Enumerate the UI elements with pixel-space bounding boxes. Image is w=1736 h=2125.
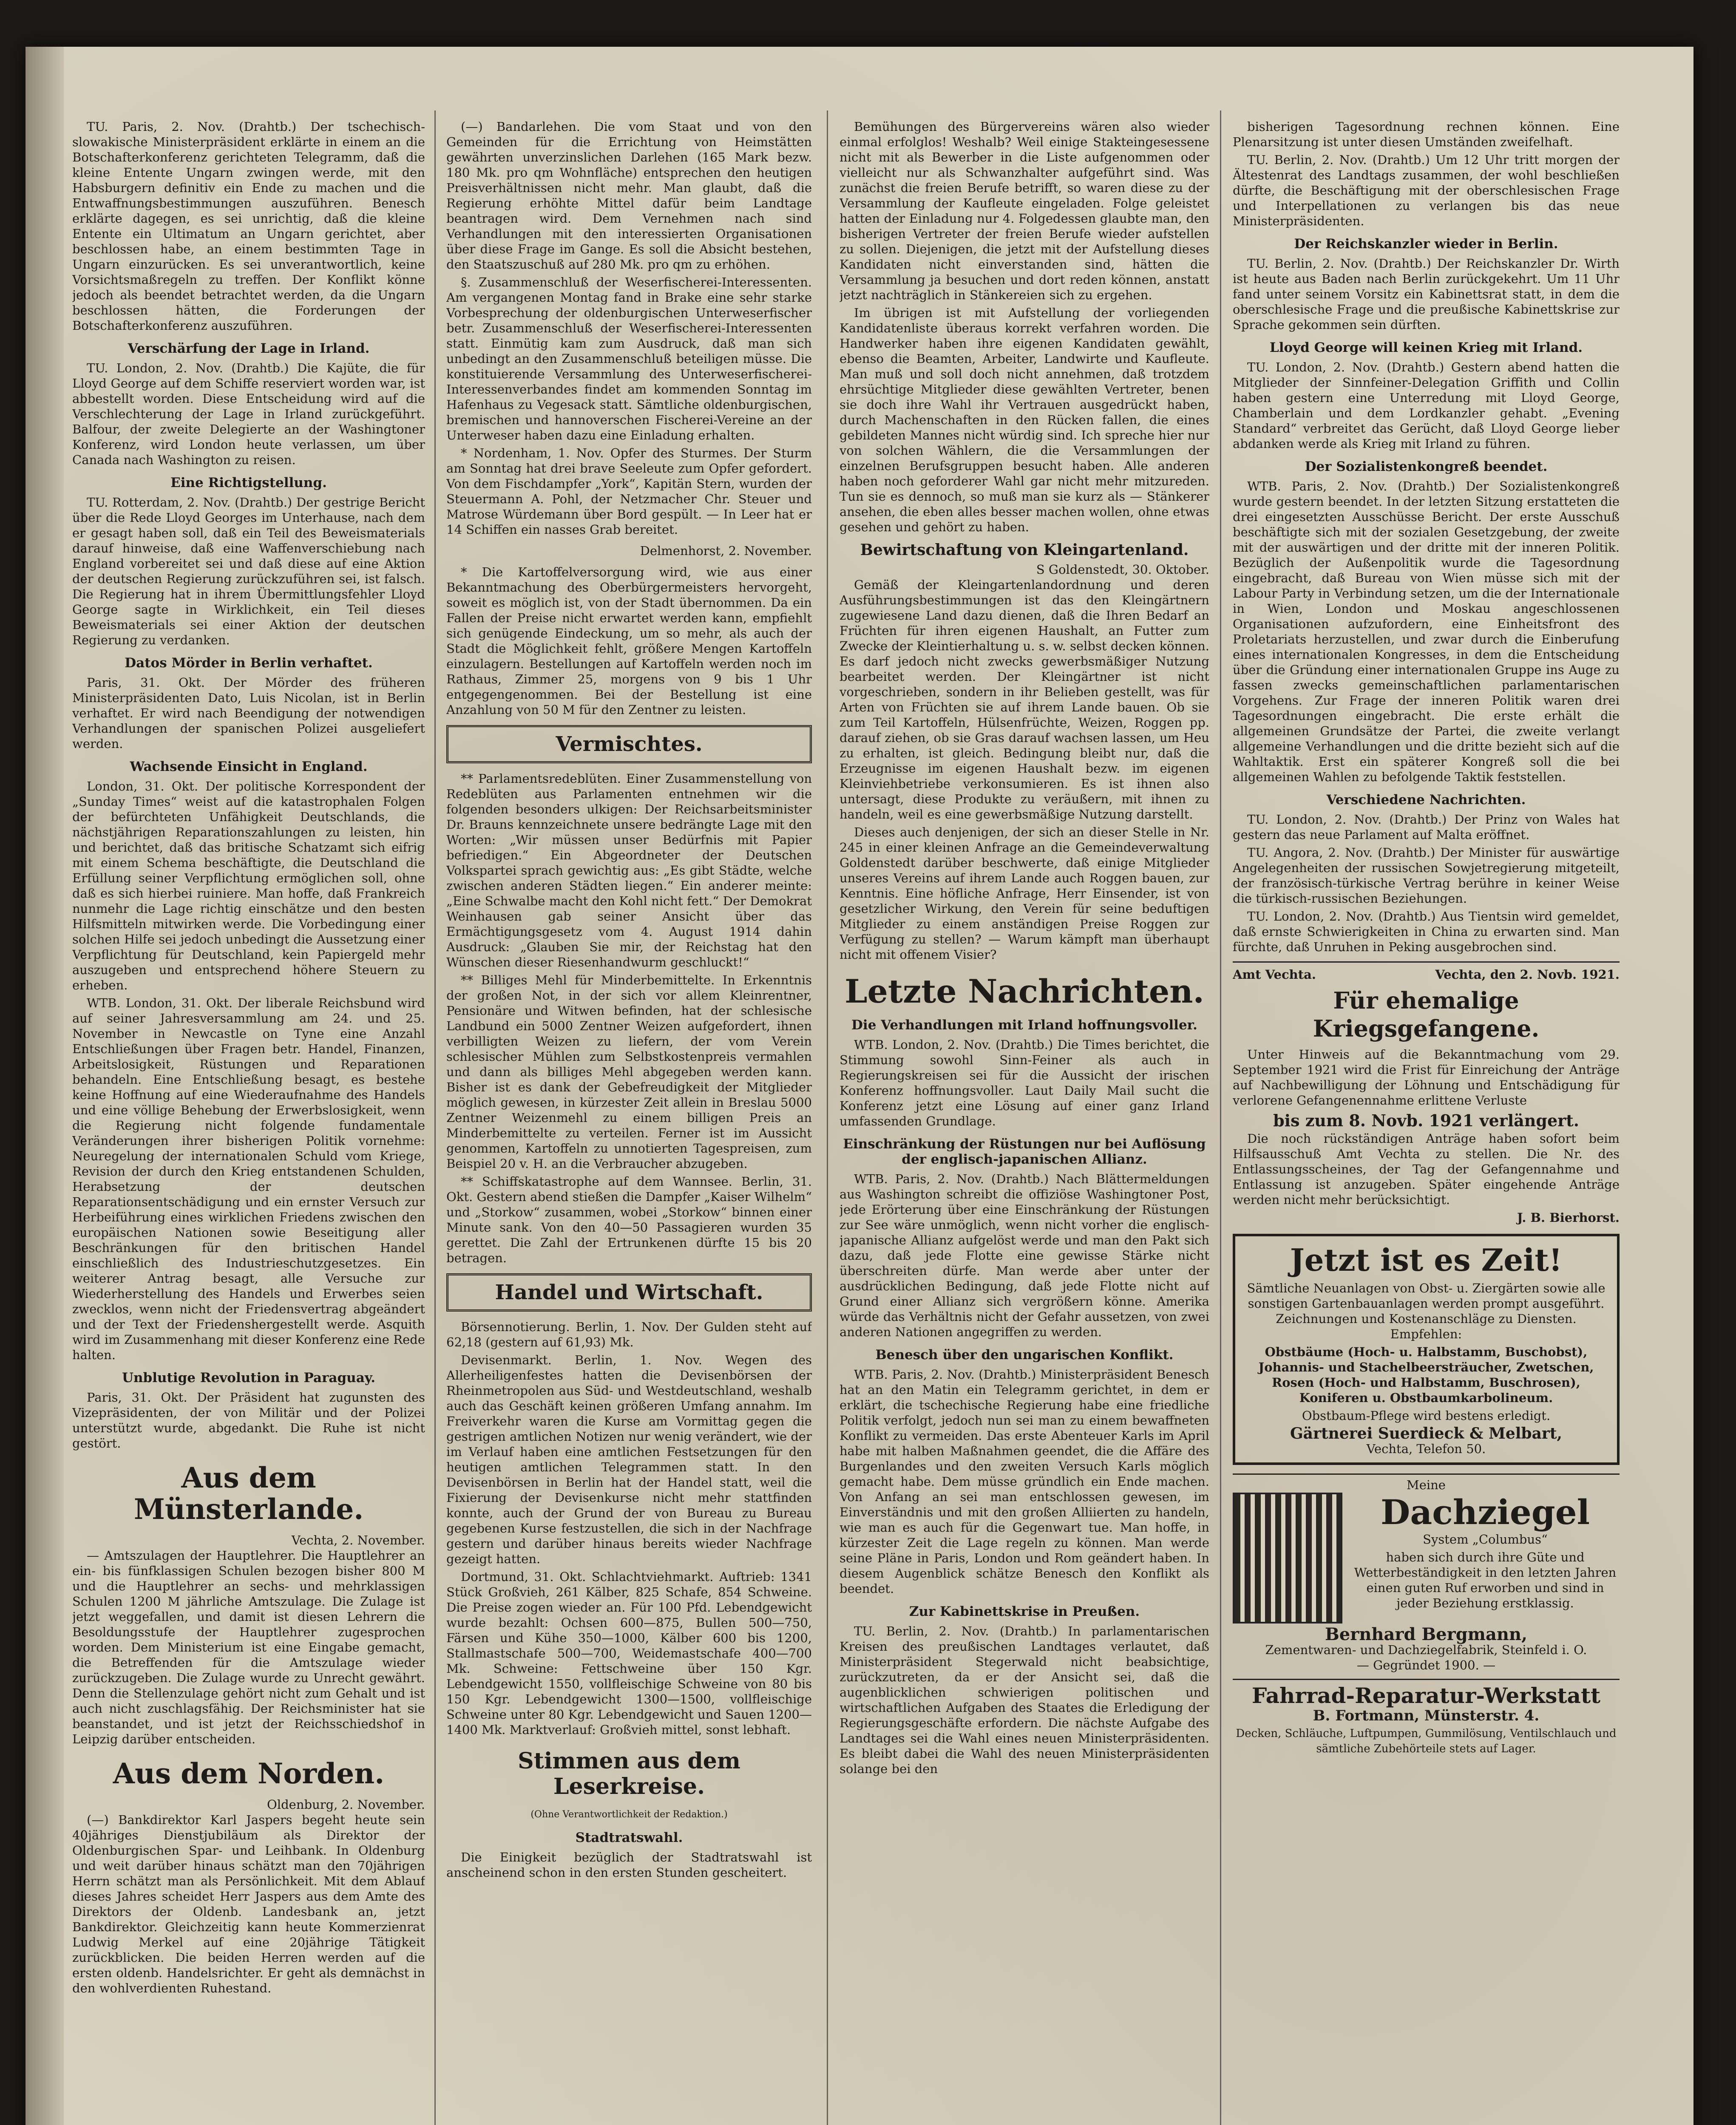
article-heading: Die Verhandlungen mit Irland hoffnungsvoller. [851,1017,1197,1033]
article-heading: Lloyd George will keinen Krieg mit Irland. [1269,340,1583,355]
section-title: Aus dem Norden. [113,1757,385,1790]
article-paragraph: ** Schiffskatastrophe auf dem Wannsee. Berlin, 31. Okt. Gestern abend stießen die Dampfer „Kaiser Wilhelm“ und „Storkow“ zusammen, wobei „Storkow“ binnen einer Minute sank. Von den 40—50 Passagieren wurden 35 gerettet. Die Zahl der Ertrunkenen dürfte 15 bis 20 betragen. [446,1174,812,1265]
article-paragraph: TU. Berlin, 2. Nov. (Drahtb.) Der Reichskanzler Dr. Wirth ist heute aus Baden nach Berlin zurückgekehrt. Um 11 Uhr fand unter seinem Vorsitz ein Kabinettsrat statt, in dem die oberschlesische Frage und die preußische Kabinettskrise zur Sprache gekommen sein dürften. [1233,256,1620,332]
article-heading: Bewirtschaftung von Kleingartenland. [860,541,1189,559]
page-fold-shadow [26,47,64,2125]
ad-garden [1233,1234,1620,1465]
article-paragraph: bisherigen Tagesordnung rechnen können. Eine Plenarsitzung ist unter diesen Umständen zweifelhaft. [1233,119,1620,149]
article-paragraph: WTB. Paris, 2. Nov. (Drahtb.) Der Sozialistenkongreß wurde gestern beendet. In der letzten Sitzung erstatteten die drei eingesetzten Ausschüsse Bericht. Der erste Ausschuß beschäftigte sich mit der sozialen Gesetzgebung, der zweite mit der auswärtigen und der dritte mit der inneren Politik. Bezüglich der Außenpolitik wurde die Tagesordnung eingebracht, daß Bureau von Wien müsse sich mit der Labour Party in Verbindung setzen, um die der Internationale in Wien, London und Moskau angeschlossenen Organisationen aufzufordern, eine Einheitsfront des Proletariats herzustellen, und zwar durch die Einberufung eines internationalen Kongresses, in dem die Entscheidung über die Gründung einer internationalen Gruppe ins Auge zu fassen zwecks gemeinschaftlichen parlamentarischen Vorgehens. Zur Frage der inneren Politik waren drei Tagesordnungen eingebracht. Die erste erhält die allgemeinen Grundsätze der Partei, die zweite verlangt allgemeine Verhandlungen und die dritte bezieht sich auf die Wahltaktik. Erst ein späterer Kongreß soll die bei allgemeinen Wahlen zu befolgende Taktik feststellen. [1233,479,1620,784]
article-paragraph: ** Billiges Mehl für Minderbemittelte. In Erkenntnis der großen Not, in der sich vor allem Kleinrentner, Pensionäre und Witwen befinden, hat der schlesische Landbund ein 5000 Zentner Weizen aufgefordert, ihnen verbilligten Weizen zu liefern, der vom Verein schlesischer Mühlen zum Selbstkostenpreis vermahlen und dann als billiges Mehl abgegeben werden kann. Bisher ist es dank der Gebefreudigkeit der Mitglieder möglich gewesen, in kürzester Zeit allein in Breslau 5000 Zentner Weizenmehl zu einem billigen Preis an Minderbemittelte zu verteilen. Ferner ist im Aussicht genommen, Kartoffeln zu unnotierten Tagespreisen, zum Beispiel 20 v. H. an die Verbraucher abzugeben. [446,973,812,1171]
ad-title: Dachziegel [1380,1492,1590,1532]
article-paragraph: TU. London, 2. Nov. (Drahtb.) Die Kajüte, die für Lloyd George auf dem Schiffe reserviert worden war, ist abbestellt worden. Diese Entscheidung wird auf die Verschlechterung der Lage in Irland zurückgeführt. Balfour, der zweite Delegierte an der Washingtoner Konferenz, wird London heute verlassen, um über Canada nach Washington zu reisen. [72,361,425,467]
ad-firm: Gärtnerei Suerdieck & Melbart, [1290,1425,1563,1442]
ad-lead: Meine [1407,1478,1446,1492]
article-paragraph: TU. Rotterdam, 2. Nov. (Drahtb.) Der gestrige Bericht über die Rede Lloyd Georges im Unterhause, nach dem er gesagt haben soll, daß ein Teil des Beweismaterials darauf hinweise, daß eine Waffenverschiebung nach England vorbereitet sei und daß diese auf eine Aktion der deutschen Regierung zurückzuführen sei, ist falsch. Die Regierung hat in ihrem Übermittlungsfehler Lloyd George sagte in Wirklichkeit, ein Teil dieses Beweismaterials sei einer Aktion der deutschen Regierung zu verdanken. [72,495,425,647]
notice-deadline: bis zum 8. Novb. 1921 verlängert. [1273,1111,1579,1130]
article-paragraph: Dieses auch denjenigen, der sich an dieser Stelle in Nr. 245 in einer kleinen Anfrage an die Gemeindeverwaltung Goldenstedt darüber beschwerte, daß einige Mitglieder unseres Vereins auf ihrem Lande auch Roggen bauen, zur Kenntnis. Eine höfliche Anfrage, Herr Einsender, ist von gesetzlicher Wirkung, den Verein für seine beduftigen Mitglieder zu einem anständigen Preise Roggen zur Verfügung zu stellen? — Warum kämpft man überhaupt nicht mit offenem Visier? [840,825,1209,962]
ad-body: Sämtliche Neuanlagen von Obst- u. Ziergärten sowie alle sonstigen Gartenbauanlagen werden prompt ausgeführt. Zeichnungen und Kostenanschläge zu Diensten. Empfehlen: [1247,1281,1606,1341]
article-paragraph: TU. London, 2. Nov. (Drahtb.) Gestern abend hatten die Mitglieder der Sinnfeiner-Delegation Griffith und Collin haben gestern eine Unterredung mit Lloyd George, Chamberlain und dem Lordkanzler gehabt. „Evening Standard“ verbreitet das Gerücht, daß Lloyd George lieber abdanken werde als Krieg mit Irland zu führen. [1233,360,1620,451]
article-paragraph: London, 31. Okt. Der politische Korrespondent der „Sunday Times“ weist auf die katastrophalen Folgen der befürchteten Unfähigkeit Deutschlands, die nächstjährigen Reparationszahlungen zu leisten, hin und berichtet, daß das britische Schatzamt sich eifrig mit einem Schema beschäftigte, die Deutschland die Erfüllung seiner Verpflichtung ermöglichen soll, ohne daß es sich hierbei ruiniere. Man hoffe, daß Frankreich nunmehr die Lage richtig einschätze und den besten Hilfsmitteln mitwirken werde. Die Vorbedingung einer solchen Hilfe sei jedoch unbedingt die Aussetzung einer Verpflichtung für Deutschland, kein Papiergeld mehr auszugeben und entsprechend höhere Steuern zu erheben. [72,779,425,992]
article-paragraph: Gemäß der Kleingartenlandordnung und deren Ausführungsbestimmungen ist das den Kleingärtnern zugewiesene Land dazu dienen, daß die Ihren Bedarf an Früchten für ihren eigenen Haushalt, an Futter zum Zwecke der Kleintierhaltung u. s. w. selbst decken können. Es darf jedoch nicht zwecks gewerbsmäßiger Nutzung bearbeitet werden. Der Kleingärtner ist nicht vorgeschrieben, sondern in ihr Belieben gestellt, was für Arten von Früchten sie auf ihrem Lande bauen. Ob sie zum Teil Kartoffeln, Hülsenfrüchte, Weizen, Roggen pp. darauf ziehen, ob sie Gras darauf wachsen lassen, um Heu zu erhalten, ist gleich. Bedingung bleibt nur, daß die Erzeugnisse im eigenen Haushalt bezw. im eigenen Kleinviehbetriebe verkonsumieren. Es ist ihnen also untersagt, diese Produkte zu veräußern, mit ihnen zu handeln, weil es eine gewerbsmäßige Nutzung darstellt. [840,578,1209,822]
ad-list: Obstbäume (Hoch- u. Halbstamm, Buschobst), Johannis- und Stachelbeersträucher, Zwetschen, Rosen (Hoch- und Halbstamm, Buschrosen), Koniferen u. Obstbaumkarbolineum. [1258,1345,1594,1405]
article-paragraph: WTB. London, 31. Okt. Der liberale Reichsbund wird auf seiner Jahresversammlung am 24. und 25. November in Newcastle on Tyne eine Anzahl Entschließungen über Fragen betr. Handel, Finanzen, Arbeitslosigkeit, Rüstungen und Reparationen behandeln. Eine Entschließung besagt, es bestehe keine Hoffnung auf eine Wiederaufnahme des Handels und eine völlige Behebung der Erwerbslosigkeit, wenn die Regierung nicht folgende fundamentale Veränderungen ihrer bisherigen Politik vornehme: Neuregelung der internationalen Schuld vom Kriege, Revision der durch den Krieg entstandenen Schulden, Herabsetzung der deutschen Reparationsentschädigung und ein ernster Versuch zur Herbeiführung eines wirklichen Friedens zwischen den europäischen Nationen sowie Beseitigung aller Beschränkungen für den britischen Handel einschließlich des Industrieschutzgesetzes. Ein weiterer Antrag besagt, alle Versuche zur Wiederherstellung des Handels und Erwerbes seien zwecklos, wenn nicht der Friedensvertrag abgeändert und der Text der Friedenshergestellt werde. Asquith wird im Zusammenhang mit dieser Konferenz eine Rede halten. [72,996,425,1362]
column-3 [840,119,1209,2125]
article-paragraph: Die Einigkeit bezüglich der Stadtratswahl ist anscheinend schon in den ersten Stunden gescheitert. [446,1850,812,1880]
article-paragraph: Bemühungen des Bürgervereins wären also wieder einmal erfolglos! Weshalb? Weil einige Stakteingesessene nicht mit als Bewerber in die Liste aufgenommen oder vielleicht nur als Schwanzhalter aufgeführt sind. Was zunächst die freien Berufe betrifft, so waren diese zu der Versammlung der Kaufleute eingeladen. Folge geleistet hatten der Einladung nur 4. Folgedessen glaubte man, den bisherigen Vertreter der freien Berufe wieder aufstellen zu sollen. Diejenigen, die jetzt mit der Aufstellung dieses Kandidaten nicht einverstanden sind, hätten die Versammlung ja besuchen und dort reden können, anstatt jetzt nachträglich in Stänkereien sich zu ergehen. [840,119,1209,302]
ad-body: Decken, Schläuche, Luftpumpen, Gummilösung, Ventilschlauch und sämtliche Zubehörteile stets auf Lager. [1236,1727,1617,1755]
dateline: S Goldenstedt, 30. Oktober. [1036,562,1209,577]
ad-rooftiles [1233,1473,1620,1673]
article-heading: Benesch über den ungarischen Konflikt. [875,1347,1174,1363]
section-subtitle: (Ohne Verantwortlichkeit der Redaktion.) [530,1809,728,1820]
notice-body: Die noch rückständigen Anträge haben sofort beim Hilfsausschuß Amt Vechta zu stellen. Die Nr. des Entlassungsscheines, der Tag der Gefangennahme und Entlassung ist anzugeben. Später eingehende Anträge werden nicht mehr berücksichtigt. [1233,1131,1620,1207]
article-paragraph: * Nordenham, 1. Nov. Opfer des Sturmes. Der Sturm am Sonntag hat drei brave Seeleute zum Opfer gefordert. Von dem Fischdampfer „York“, Kapitän Stern, wurden der Steuermann A. Pohl, der Netzmacher Chr. Steuer und Matrose Würdemann über Bord gespült. — In Leer hat er 14 Schiffen ein nasses Grab bereitet. [446,446,812,537]
ad-place: Zementwaren- und Dachziegelfabrik, Steinfeld i. O. [1265,1643,1587,1657]
article-paragraph: (—) Bankdirektor Karl Jaspers begeht heute sein 40jähriges Dienstjubiläum als Direktor der Oldenburgischen Spar- und Leihbank. In Oldenburg und weit darüber hinaus schätzt man den 70jährigen Herrn schätzt man als Persönlichkeit. Mit dem Ablauf dieses Jahres scheidet Herr Jaspers aus dem Amte des Direktors der Oldenb. Landesbank an, jetzt Bankdirektor. Gleichzeitig kann heute Kommerzienrat Ludwig Merkel auf eine 20jährige Tätigkeit zurückblicken. Die beiden Herren werden auf die ersten oldenb. Handelsrichter. Er geht als demnächst in den wohlverdienten Ruhestand. [72,1813,425,1995]
article-paragraph: Börsennotierung. Berlin, 1. Nov. Der Gulden steht auf 62,18 (gestern auf 61,93) Mk. [446,1320,812,1349]
column-rule [1220,110,1221,2125]
article-heading: Verschärfung der Lage in Irland. [128,341,370,356]
article-heading: Wachsende Einsicht in England. [130,759,368,774]
ad-care: Obstbaum-Pflege wird bestens erledigt. [1302,1408,1551,1423]
ad-title: Jetzt ist es Zeit! [1290,1242,1563,1278]
article-paragraph: WTB. Paris, 2. Nov. (Drahtb.) Nach Blättermeldungen aus Washington schreibt die offiziöse Washingtoner Post, jede Erörterung über eine Einschränkung der Rüstungen zur See wäre unmöglich, wenn nicht vorher die englisch-japanische Allianz aufgelöst werde und man den Pakt sich dazu, daß jede Flotte eine gewisse Stärke nicht überschreiten dürfe. Man werde aber unter der ausdrücklichen Bedingung, daß jede Flotte nicht auf Grund einer Allianz sich vergrößern könne. Amerika würde das Verhältnis nicht der Gefahr aussetzen, von zwei anderen Nationen angegriffen zu werden. [840,1172,1209,1339]
article-heading: Eine Richtigstellung. [170,475,327,490]
ad-founded: — Gegründet 1900. — [1356,1658,1496,1672]
article-paragraph: (—) Bandarlehen. Die vom Staat und von den Gemeinden für die Errichtung von Heimstätten gewährten unverzinslichen Darlehen (165 Mark bezw. 180 Mk. pro qm Wohnfläche) entsprechen den heutigen Preisverhältnissen nicht mehr. Man glaubt, daß die Regierung erhöhte Mittel dafür beim Landtage beantragen wird. Dem Vernehmen nach sind Verhandlungen mit den interessierten Organisationen über diese Frage im Gange. Es soll die Absicht bestehen, den Staatszuschuß auf 280 Mk. pro qm zu erhöhen. [446,119,812,272]
article-paragraph: WTB. London, 2. Nov. (Drahtb.) Die Times berichtet, die Stimmung sowohl Sinn-Feiner als auch in Regierungskreisen sei für die Aussicht der irischen Konferenz hoffnungsvoller. Laut Daily Mail sucht die Konferenz jetzt eine Lösung auf einer ganz Irland umfassenden Grundlage. [840,1037,1209,1128]
ad-bicycle [1233,1679,1620,1757]
column-1 [72,119,425,2125]
column-4 [1233,119,1620,2125]
notice-title: Für ehemalige Kriegsgefangene. [1313,987,1540,1042]
column-rule [827,110,828,2125]
article-paragraph: Dortmund, 31. Okt. Schlachtviehmarkt. Auftrieb: 1341 Stück Großvieh, 261 Kälber, 825 Schafe, 854 Schweine. Die Preise zogen wieder an. Für 100 Pfd. Lebendgewicht wurde bezahlt: Ochsen 600—875, Bullen 500—750, Färsen und Kühe 350—1000, Kälber 600 bis 1200, Stallmastschafe 500—700, Weidemastschafe 400—700 Mk. Schweine: Fettschweine über 150 Kgr. Lebendgewicht 1550, vollfleischige Schweine von 80 bis 150 Kgr. Lebendgewicht 1300—1500, vollfleischige Schweine unter 80 Kgr. Lebendgewicht und Sauen 1200—1400 Mk. Marktverlauf: Großvieh mittel, sonst lebhaft. [446,1570,812,1737]
ad-place: Vechta, Telefon 50. [1366,1442,1486,1456]
section-box: Vermischtes. [446,725,812,763]
section-title: Stimmen aus dem Leserkreise. [518,1748,740,1799]
article-paragraph: TU. Paris, 2. Nov. (Drahtb.) Der tschechisch-slowakische Ministerpräsident erklärte in einem an die Botschafterkonferenz gerichteten Telegramm, daß die kleine Entente Ungarn zwingen werde, mit den Habsburgern definitiv ein Ende zu machen und die Entwaffnungsbestimmungen auszuführen. Benesch erklärte dagegen, es sei unrichtig, daß die kleine Entente ein Ultimatum an Ungarn gerichtet, aber beschlossen habe, an einem bestimmten Tage in Ungarn einzurücken. Es sei unverantwortlich, keine Vorsichtsmaßregeln zu treffen. Der Konflikt könne jedoch als beendet betrachtet werden, da die Ungarn beschlossen hätten, die Forderungen der Botschafterkonferenz auszuführen. [72,119,425,333]
article-paragraph: * Die Kartoffelversorgung wird, wie aus einer Bekanntmachung des Oberbürgermeisters hervorgeht, soweit es möglich ist, von der Stadt übernommen. Da ein Fallen der Preise nicht erwartet werden kann, empfiehlt sich genügende Eindeckung, um so mehr, als auch der Stadt die Möglichkeit fehlt, größere Mengen Kartoffeln einzulagern. Bestellungen auf Kartoffeln werden noch im Rathaus, Zimmer 25, morgens von 9 bis 1 Uhr entgegengenommen. Bei der Bestellung ist eine Anzahlung von 50 M für den Zentner zu leisten. [446,565,812,717]
article-paragraph: Devisenmarkt. Berlin, 1. Nov. Wegen des Allerheiligenfestes hatten die Devisenbörsen der Rheinmetropolen aus Süd- und Westdeutschland, weshalb auch das Geschäft keinen größeren Umfang annahm. Im Freiverkehr waren die Kurse am Vormittag gegen die gestrigen amtlichen Notizen nur wenig verändert, wie der im Verlauf haben eine amtlichen Festsetzungen für den heutigen amtlichen Telegrammen statt. In den Devisenbörsen in Berlin hat der Handel statt, weil die Fixierung der Devisenkurse nicht mehr stattfinden konnte, auch der Grund der von Bureau zu Bureau gegebenen Kurse festzustellen, die sich in der Nachfrage gestern und darüber hinaus bereits wieder Nachfrage gezeigt hatten. [446,1353,812,1566]
ad-firm: Bernhard Bergmann, [1325,1624,1527,1644]
section-box: Handel und Wirtschaft. [446,1273,812,1312]
ad-title: Fahrrad-Reparatur-Werkstatt [1251,1683,1601,1708]
rooftile-illustration [1233,1493,1342,1624]
article-paragraph: TU. Angora, 2. Nov. (Drahtb.) Der Minister für auswärtige Angelegenheiten der russischen Sowjetregierung mitgeteilt, der französisch-türkische Vertrag berühre in keiner Weise die türkisch-russischen Beziehungen. [1233,845,1620,906]
article-paragraph: §. Zusammenschluß der Weserfischerei-Interessenten. Am vergangenen Montag fand in Brake eine sehr starke Vorbesprechung der oldenburgischen Unterweserfischer betr. Zusammenschluß der Weserfischerei-Interessenten statt. Einmütig kam zum Ausdruck, daß man sich unbedingt an den Zusammenschluß beteiligen müsse. Die konstituierende Versammlung des Unterweserfischerei-Interessenverbandes findet am kommenden Sonntag im Hafenhaus zu Vegesack statt. Sämtliche oldenburgischen, bremischen und hannoverschen Fischerei-Vereine an der Unterweser haben dazu eine Einladung erhalten. [446,275,812,442]
article-paragraph: TU. London, 2. Nov. (Drahtb.) Der Prinz von Wales hat gestern das neue Parlament auf Malta eröffnet. [1233,812,1620,842]
dateline: Oldenburg, 2. November. [267,1797,425,1812]
article-heading: Verschiedene Nachrichten. [1326,792,1526,808]
article-paragraph: TU. London, 2. Nov. (Drahtb.) Aus Tientsin wird gemeldet, daß ernste Schwierigkeiten in China zu erwarten sind. Man fürchte, daß Unruhen in Peking ausgebrochen sind. [1233,909,1620,954]
column-rule [434,110,436,2125]
section-title: Aus dem Münsterlande. [133,1461,364,1526]
article-heading: Unblutige Revolution in Paraguay. [122,1370,376,1386]
article-paragraph: Im übrigen ist mit Aufstellung der vorliegenden Kandidatenliste überaus korrekt verfahren worden. Die Handwerker haben ihre eigenen Kandidaten gewählt, ebenso die Beamten, Arbeiter, Landwirte und Kaufleute. Man muß und soll doch nicht annehmen, daß trotzdem ehrsüchtige Mitglieder diese gewählten Vertreter, benen sie doch ihre Wahl ihr Vertrauen ausgedrückt haben, durch Machenschaften in den Rücken fallen, die eines gebildeten Mannes nicht würdig sind. Ich spreche hier nur von solchen Wählern, die die Versammlungen der einzelnen Berufsgruppen besucht haben. Alle anderen haben noch geforderer Wahl gar nicht mehr mitzureden. Tun sie es dennoch, so muß man sie kurz als — Stänkerer ansehen, die eben alles besser machen wollen, ohne etwas gesehen und gehört zu haben. [840,306,1209,534]
article-paragraph: Paris, 31. Okt. Der Präsident hat zugunsten des Vizepräsidenten, der von Militär und der Polizei unterstützt wurde, abgedankt. Die Ruhe ist nicht gestört. [72,1390,425,1451]
article-heading: Der Reichskanzler wieder in Berlin. [1294,236,1558,252]
article-paragraph: Paris, 31. Okt. Der Mörder des früheren Ministerpräsidenten Dato, Luis Nicolan, ist in Berlin verhaftet. Er wird nach Beendigung der notwendigen Verhandlungen der spanischen Polizei ausgeliefert werden. [72,675,425,751]
newspaper-page [26,47,1693,2125]
dateline: Vechta, 2. November. [291,1533,425,1547]
notice-signature: J. B. Bierhorst. [1517,1210,1620,1225]
ad-body: haben sich durch ihre Güte und Wetterbeständigkeit in den letzten Jahren einen guten Ruf erworben und sind in jeder Beziehung erstklassig. [1354,1550,1617,1610]
article-heading: Der Sozialistenkongreß beendet. [1305,459,1548,474]
ad-owner: B. Fortmann, Münsterstr. 4. [1313,1707,1540,1724]
notice-body: Unter Hinweis auf die Bekanntmachung vom 29. September 1921 wird die Frist für Einreichung der Anträge auf Nachbewilligung der Löhnung und Entschädigung für verlorene Gefangenennahme erlittene Verluste [1233,1047,1620,1108]
official-notice [1233,961,1620,1225]
article-heading: Datos Mörder in Berlin verhaftet. [125,655,373,671]
section-title: Letzte Nachrichten. [845,972,1204,1010]
article-heading: Zur Kabinettskrise in Preußen. [909,1604,1140,1619]
article-paragraph: TU. Berlin, 2. Nov. (Drahtb.) Um 12 Uhr tritt morgen der Ältestenrat des Landtags zusammen, der wohl beschließen dürfte, die Beschäftigung mit der oberschlesischen Frage und Interpellationen zu verlangen bis das neue Ministerpräsidenten. [1233,153,1620,228]
article-paragraph: WTB. Paris, 2. Nov. (Drahtb.) Ministerpräsident Benesch hat an den Matin ein Telegramm gerichtet, in dem er erklärt, die tschechische Regierung habe eine friedliche Politik verfolgt, jedoch nun sei man zu einem bewaffneten Konflikt zu vermeiden. Das erste Abenteuer Karls im April habe mit halben Maßnahmen geendet, die die Affäre des Burgenlandes und den zweiten Versuch Karls möglich gemacht habe. Dem müsse gründlich ein Ende machen. Von Anfang an sei man entschlossen gewesen, im Einverständnis und mit den großen Alliierten zu handeln, wie man es auch für die Gegenwart tue. Man hoffe, in kürzester Zeit die Lage regeln zu können. Man werde seine Pläne in Paris, London und Rom geändert haben. In diesem Augenblick schätze Benesch den Konflikt als beendet. [840,1367,1209,1596]
ad-system: System „Columbus“ [1423,1532,1548,1547]
column-2 [446,119,812,2125]
notice-authority: Amt Vechta. [1233,967,1316,982]
notice-date: Vechta, den 2. Novb. 1921. [1435,967,1620,982]
article-paragraph: TU. Berlin, 2. Nov. (Drahtb.) In parlamentarischen Kreisen des preußischen Landtages verlautet, daß Ministerpräsident Stegerwald nicht beabsichtige, zurückzutreten, da er der Ansicht sei, daß die augenblicklichen schwierigen politischen und wirtschaftlichen Aufgaben des Staates die Erledigung der Regierungsgeschäfte erfordern. Die nächste Aufgabe des Landtages sei die Wahl eines neuen Ministerpräsidenten. Es bleibt dabei die Wahl des neuen Ministerpräsidenten solange bei den [840,1624,1209,1776]
article-paragraph: — Amtszulagen der Hauptlehrer. Die Hauptlehrer an ein- bis fünfklassigen Schulen bezogen bisher 800 M und die Hauptlehrer an sechs- und mehrklassigen Schulen 1200 M jährliche Amtszulage. Die Zulage ist jetzt weggefallen, und damit ist diesen Lehrern die Besoldungsstufe der Hauptlehrer zugesprochen worden. Dem Ministerium ist eine Eingabe gemacht, die Betreffenden für die Amtszulage wieder zurückzugeben. Die Zulage wurde zu Unrecht gewährt. Denn die Stellenzulage gehört nicht zum Gehalt und ist auch nicht zuschlagsfähig. Der Reichsminister hat sie beanstandet, und ist jetzt der Reichsschiedshof in Leipzig darüber entscheiden. [72,1548,425,1746]
article-heading: Stadtratswahl. [575,1830,683,1845]
dateline: Delmenhorst, 2. November. [640,544,812,558]
article-heading: Einschränkung der Rüstungen nur bei Auflösung der englisch-japanischen Allianz. [843,1136,1206,1167]
article-paragraph: ** Parlamentsredeblüten. Einer Zusammenstellung von Redeblüten aus Parlamenten entnehmen wir die folgenden besonders ulkigen: Der Reichsarbeitsminister Dr. Brauns kennzeichnete unsere bedrängte Lage mit den Worten: „Wir müssen unser Bedürfnis mit Papier befriedigen.“ Ein Abgeordneter der Deutschen Volkspartei sprach gewichtig aus: „Es gibt Städte, welche zwischen anderen Städten liegen.“ Ein anderer meinte: „Eine Schwalbe macht den Kohl nicht fett.“ Der Demokrat Weinhausen gab seiner Ansicht über das Ermächtigungsgesetz vom 4. August 1914 dahin Ausdruck: „Glauben Sie mir, der Reichstag hat den Wünschen dieser Riesenhandwurm geschluckt!“ [446,771,812,969]
